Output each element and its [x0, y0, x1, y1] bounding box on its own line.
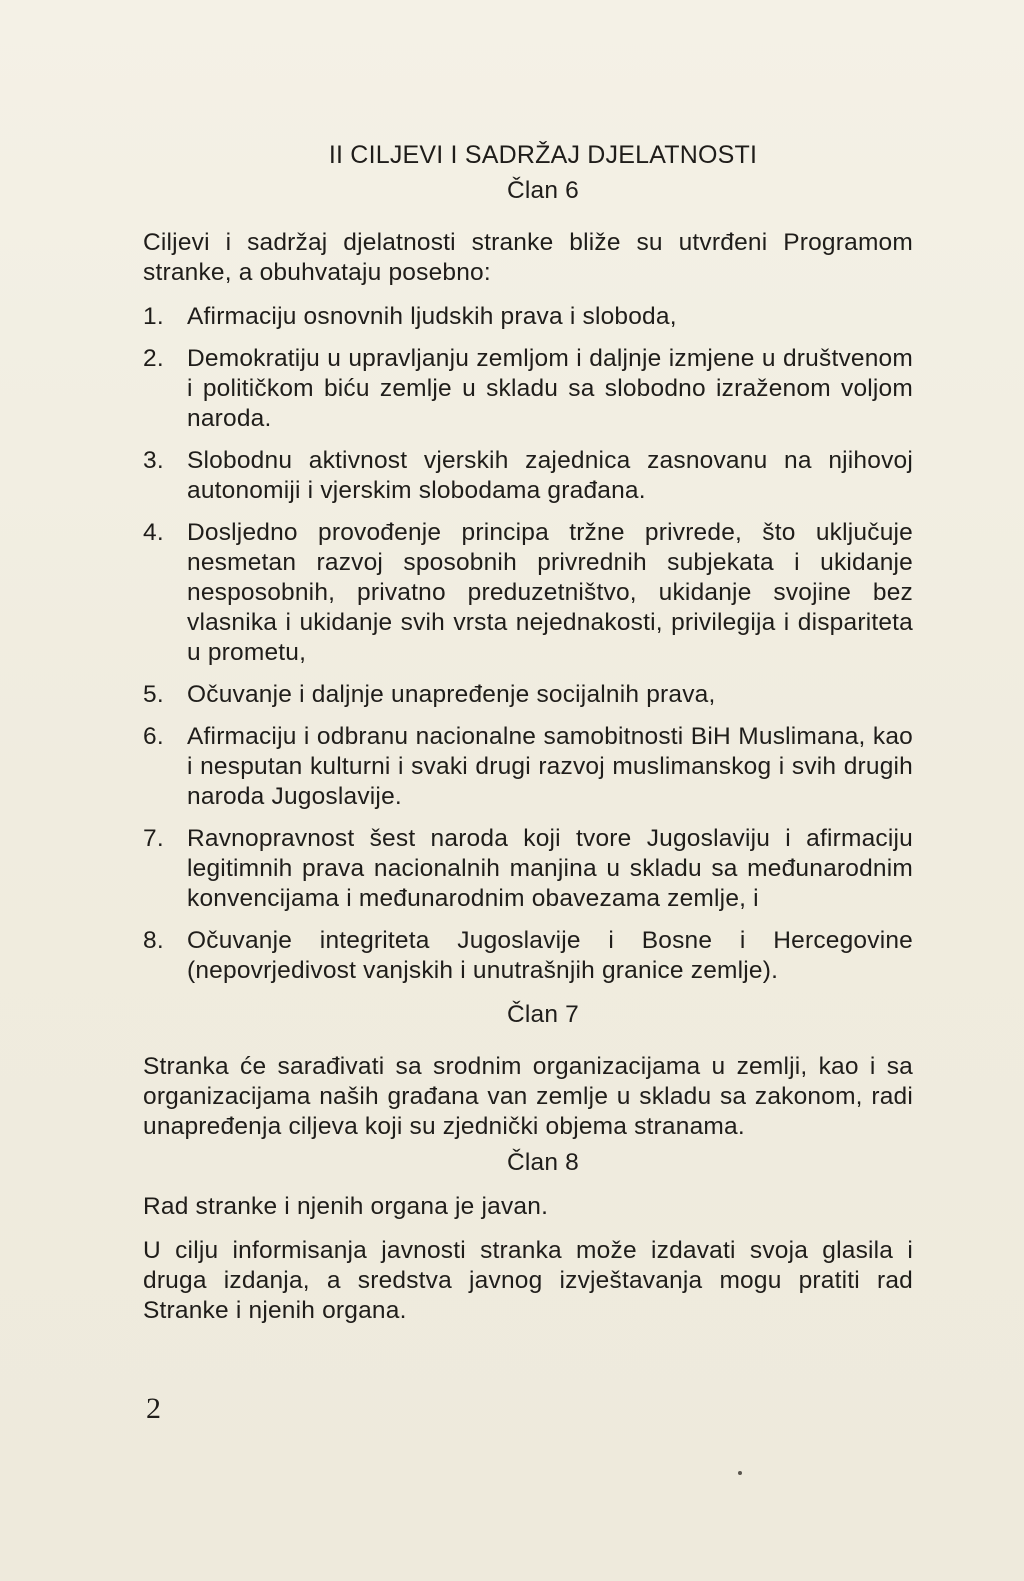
article-6-list: [143, 302, 913, 986]
page-number: 2: [146, 1392, 161, 1425]
article-8-paragraph-1: Rad stranke i njenih organa je javan.: [143, 1193, 549, 1220]
list-item-number: 8.: [143, 927, 164, 954]
article-8-paragraph-2: U cilju informisanja javnosti stranka može izdavati svoja glasila i druga izdanja, a sredstva javnog izvještavanja mogu pratiti rad Stranke i njenih organa.: [143, 1237, 913, 1324]
list-item-text: Dosljedno provođenje principa tržne privrede, što uključuje nesmetan razvoj sposobnih privrednih subjekata i ukidanje nesposobnih, privatno preduzetništvo, ukidanje svojine bez vlasnika i ukidanje svih vrsta nejednakosti, privilegija i dispariteta u prometu,: [187, 519, 913, 666]
list-item-text: Očuvanje i daljnje unapređenje socijalnih prava,: [187, 681, 716, 708]
list-item-number: 1.: [143, 303, 164, 330]
list-item-number: 7.: [143, 825, 164, 852]
article-6-heading: Član 6: [506, 177, 580, 204]
list-item: [143, 518, 913, 668]
paper-speck: [738, 1471, 742, 1475]
section-title: II CILJEVI I SADRŽAJ DJELATNOSTI: [328, 141, 758, 169]
list-item: [143, 302, 913, 332]
list-item: [143, 680, 913, 710]
list-item-text: Slobodnu aktivnost vjerskih zajednica zasnovanu na njihovoj autonomiji i vjerskim slobodama građana.: [187, 447, 913, 504]
page-text: [143, 140, 913, 1340]
list-item-text: Afirmaciju i odbranu nacionalne samobitnosti BiH Muslimana, kao i nesputan kulturni i svaki drugi razvoj muslimanskog i svih drugih naroda Jugoslavije.: [187, 723, 913, 810]
list-item: [143, 824, 913, 914]
list-item-text: Očuvanje integriteta Jugoslavije i Bosne i Hercegovine (nepovrjedivost vanjskih i unutrašnjih granice zemlje).: [187, 927, 913, 984]
list-item-number: 6.: [143, 723, 164, 750]
list-item-text: Ravnopravnost šest naroda koji tvore Jugoslaviju i afirmaciju legitimnih prava nacionalnih manjina u skladu sa međunarodnim konvencijama i međunarodnim obavezama zemlje, i: [187, 825, 913, 912]
list-item: [143, 446, 913, 506]
article-7-text: Stranka će sarađivati sa srodnim organizacijama u zemlji, kao i sa organizacijama naših građana van zemlje u skladu sa zakonom, radi unapređenja ciljeva koji su zjednički objema stranama.: [143, 1053, 913, 1140]
list-item-number: 3.: [143, 447, 164, 474]
list-item: [143, 926, 913, 986]
list-item-text: Demokratiju u upravljanju zemljom i daljnje izmjene u društvenom i političkom biću zemlje u skladu sa slobodno izraženom voljom naroda.: [187, 345, 913, 432]
list-item: [143, 722, 913, 812]
article-7-heading: Član 7: [506, 1001, 580, 1028]
list-item: [143, 344, 913, 434]
list-item-number: 2.: [143, 345, 164, 372]
list-item-text: Afirmaciju osnovnih ljudskih prava i sloboda,: [187, 303, 677, 330]
article-6-intro: Ciljevi i sadržaj djelatnosti stranke bliže su utvrđeni Programom stranke, a obuhvataju posebno:: [143, 229, 913, 286]
article-8-heading: Član 8: [506, 1149, 580, 1176]
list-item-number: 5.: [143, 681, 164, 708]
list-item-number: 4.: [143, 519, 164, 546]
